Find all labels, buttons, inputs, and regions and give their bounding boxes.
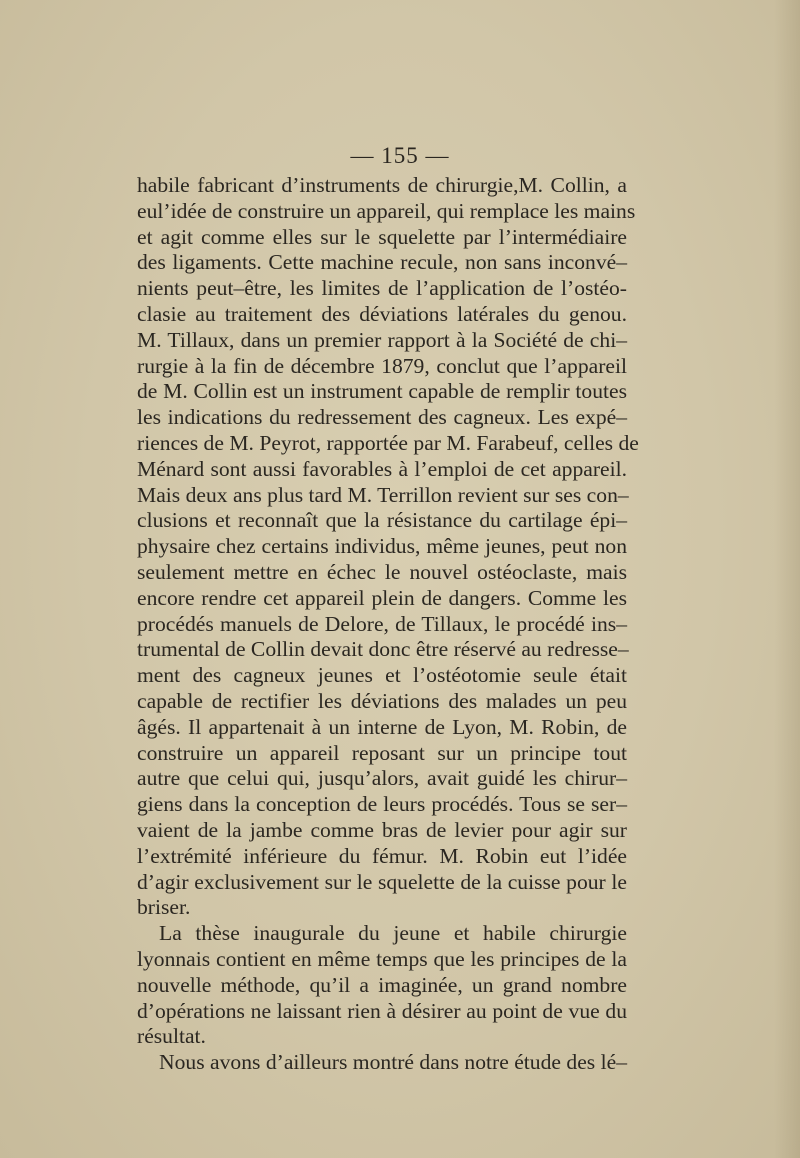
text-line: encore rendre cet appareil plein de dangers. Comme les <box>137 585 627 610</box>
text-line: Ménard sont aussi favorables à l’emploi de cet appareil. <box>137 456 627 481</box>
text-line: procédés manuels de Delore, de Tillaux, le procédé ins– <box>137 611 627 636</box>
text-line: des ligaments. Cette machine recule, non sans inconvé– <box>137 250 627 275</box>
text-line: résultat. <box>137 1024 206 1049</box>
text-line: âgés. Il appartenait à un interne de Lyon, M. Robin, de <box>137 714 627 739</box>
page-edge-shadow <box>774 0 800 1158</box>
text-line: d’agir exclusivement sur le squelette de la cuisse pour le <box>137 869 627 894</box>
text-line: clusions et reconnaît que la résistance du cartilage épi– <box>137 508 627 533</box>
text-line: seulement mettre en échec le nouvel ostéoclaste, mais <box>137 559 627 584</box>
text-line: l’extrémité inférieure du fémur. M. Robin eut l’idée <box>137 843 627 868</box>
text-line: et agit comme elles sur le squelette par l’intermédiaire <box>137 224 627 249</box>
text-line: ment des cagneux jeunes et l’ostéotomie seule était <box>137 663 627 688</box>
text-line: capable de rectifier les déviations des malades un peu <box>137 688 627 713</box>
text-line: lyonnais contient en même temps que les principes de la <box>137 946 627 971</box>
text-line: rurgie à la fin de décembre 1879, conclut que l’appareil <box>137 353 627 378</box>
text-line: clasie au traitement des déviations latérales du genou. <box>137 301 627 326</box>
text-line: habile fabricant d’instruments de chirurgie,M. Collin, a <box>137 173 627 197</box>
text-line: autre que celui qui, jusqu’alors, avait guidé les chirur– <box>137 766 627 791</box>
text-line: riences de M. Peyrot, rapportée par M. Farabeuf, celles de <box>137 430 639 455</box>
text-line: de M. Collin est un instrument capable de remplir toutes <box>137 379 627 404</box>
text-line: nients peut–être, les limites de l’application de l’ostéo- <box>137 276 627 301</box>
body-text <box>137 173 639 1076</box>
text-line: Mais deux ans plus tard M. Terrillon revient sur ses con– <box>137 482 629 507</box>
text-line: d’opérations ne laissant rien à désirer au point de vue du <box>137 998 627 1023</box>
text-line: vaient de la jambe comme bras de levier pour agir sur <box>137 817 627 842</box>
text-line: La thèse inaugurale du jeune et habile chirurgie <box>159 921 627 946</box>
text-line: giens dans la conception de leurs procédés. Tous se ser– <box>137 792 627 817</box>
text-line: construire un appareil reposant sur un principe tout <box>137 740 627 765</box>
text-line: physaire chez certains individus, même jeunes, peut non <box>137 534 627 559</box>
text-line: trumental de Collin devait donc être réservé au redresse– <box>137 637 629 662</box>
text-line: briser. <box>137 895 191 920</box>
page-number: — 155 — <box>350 143 450 168</box>
text-line: eul’idée de construire un appareil, qui remplace les mains <box>137 198 636 223</box>
text-line: les indications du redressement des cagneux. Les expé– <box>137 405 627 430</box>
text-line: M. Tillaux, dans un premier rapport à la Société de chi– <box>137 327 627 352</box>
text-line: nouvelle méthode, qu’il a imaginée, un grand nombre <box>137 972 627 997</box>
text-line: Nous avons d’ailleurs montré dans notre étude des lé– <box>159 1050 627 1075</box>
